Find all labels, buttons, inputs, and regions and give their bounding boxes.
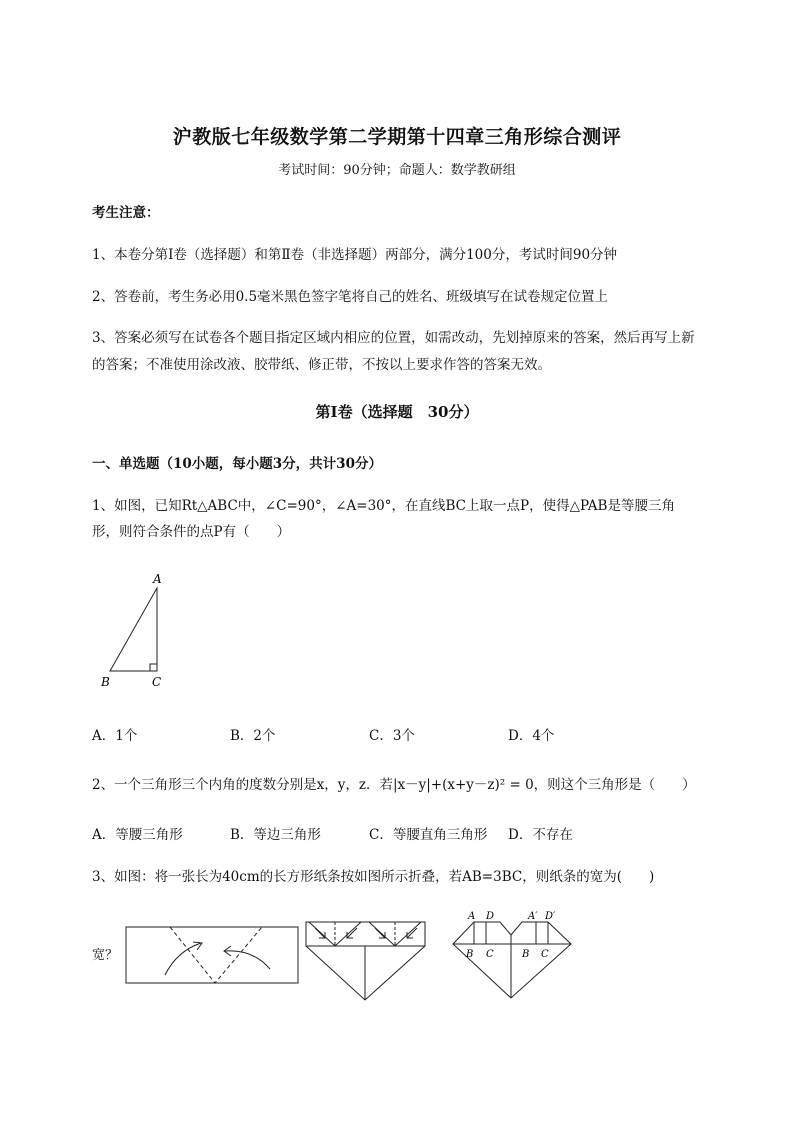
label-b: B (466, 949, 474, 960)
notice-item-3-cont: 的答案；不准使用涂改液、胶带纸、修正带，不按以上要求作答的答案无效。 (92, 357, 551, 373)
fold-arrow-right (225, 951, 270, 969)
label-a: A (153, 572, 162, 586)
q3-fold-figure-2 (305, 920, 427, 1002)
q1-option-d[interactable]: D．4个 (508, 728, 555, 744)
part-heading: 一、单选题（10小题，每小题3分，共计30分） (92, 456, 382, 472)
q3-fold-figure-1 (125, 925, 300, 987)
fold-arrow-left (165, 943, 201, 975)
q1-stem-line1: 1、如图，已知Rt△ABC中，∠C=90°，∠A=30°，在直线BC上取一点P，使得△PAB是等腰三角 (92, 498, 675, 514)
page-title: 沪教版七年级数学第二学期第十四章三角形综合测评 (172, 126, 622, 148)
notice-item-3: 3、答案必须写在试卷各个题目指定区域内相应的位置，如需改动，先划掉原来的答案，然后再写上新 (92, 330, 695, 346)
q3-fold-figure-3 (450, 908, 580, 1000)
paper-strip (126, 927, 298, 983)
notice-item-1: 1、本卷分第Ⅰ卷（选择题）和第Ⅱ卷（非选择题）两部分，满分100分，考试时间90分钟 (92, 247, 618, 263)
q2-option-d[interactable]: D．不存在 (508, 827, 573, 843)
exam-info: 考试时间：90分钟；命题人：数学教研组 (278, 163, 516, 178)
fold-lines (170, 927, 262, 983)
label-b-second: B (522, 949, 530, 960)
section-title: 第Ⅰ卷（选择题 30分） (315, 403, 479, 421)
q2-stem: 2、一个三角形三个内角的度数分别是x，y，z．若|x－y|+(x+y－z)² = 0，则这个三角形是（ ） (92, 777, 696, 793)
notice-item-2: 2、答卷前，考生务必用0.5毫米黑色签字笔将自己的姓名、班级填写在试卷规定位置上 (92, 289, 609, 305)
triangle-abc (110, 588, 157, 671)
width-label: 宽？ (92, 948, 119, 963)
label-a-prime: A′ (528, 911, 538, 922)
q1-option-b[interactable]: B．2个 (230, 728, 276, 744)
q3-stem: 3、如图：将一张长为40cm的长方形纸条按如图所示折叠，若AB=3BC，则纸条的宽为( ) (92, 869, 655, 885)
label-d-prime: D′ (545, 911, 556, 922)
q1-option-c[interactable]: C．3个 (369, 728, 415, 744)
q1-option-a[interactable]: A．1个 (92, 728, 138, 744)
notice-heading: 考生注意： (92, 205, 160, 221)
label-c-second: C (541, 949, 549, 960)
label-c: C (486, 949, 494, 960)
heart-shape (453, 922, 571, 998)
right-angle-mark (150, 664, 157, 671)
label-b: B (101, 675, 110, 689)
label-d: D (486, 911, 495, 922)
q2-option-c[interactable]: C．等腰直角三角形 (369, 827, 488, 843)
q1-triangle-figure (95, 570, 185, 690)
q1-stem-line2: 形，则符合条件的点P有（ ） (92, 524, 291, 540)
q2-option-b[interactable]: B．等边三角形 (230, 827, 321, 843)
label-c: C (152, 675, 162, 689)
label-a: A (468, 911, 476, 922)
q2-option-a[interactable]: A．等腰三角形 (92, 827, 183, 843)
